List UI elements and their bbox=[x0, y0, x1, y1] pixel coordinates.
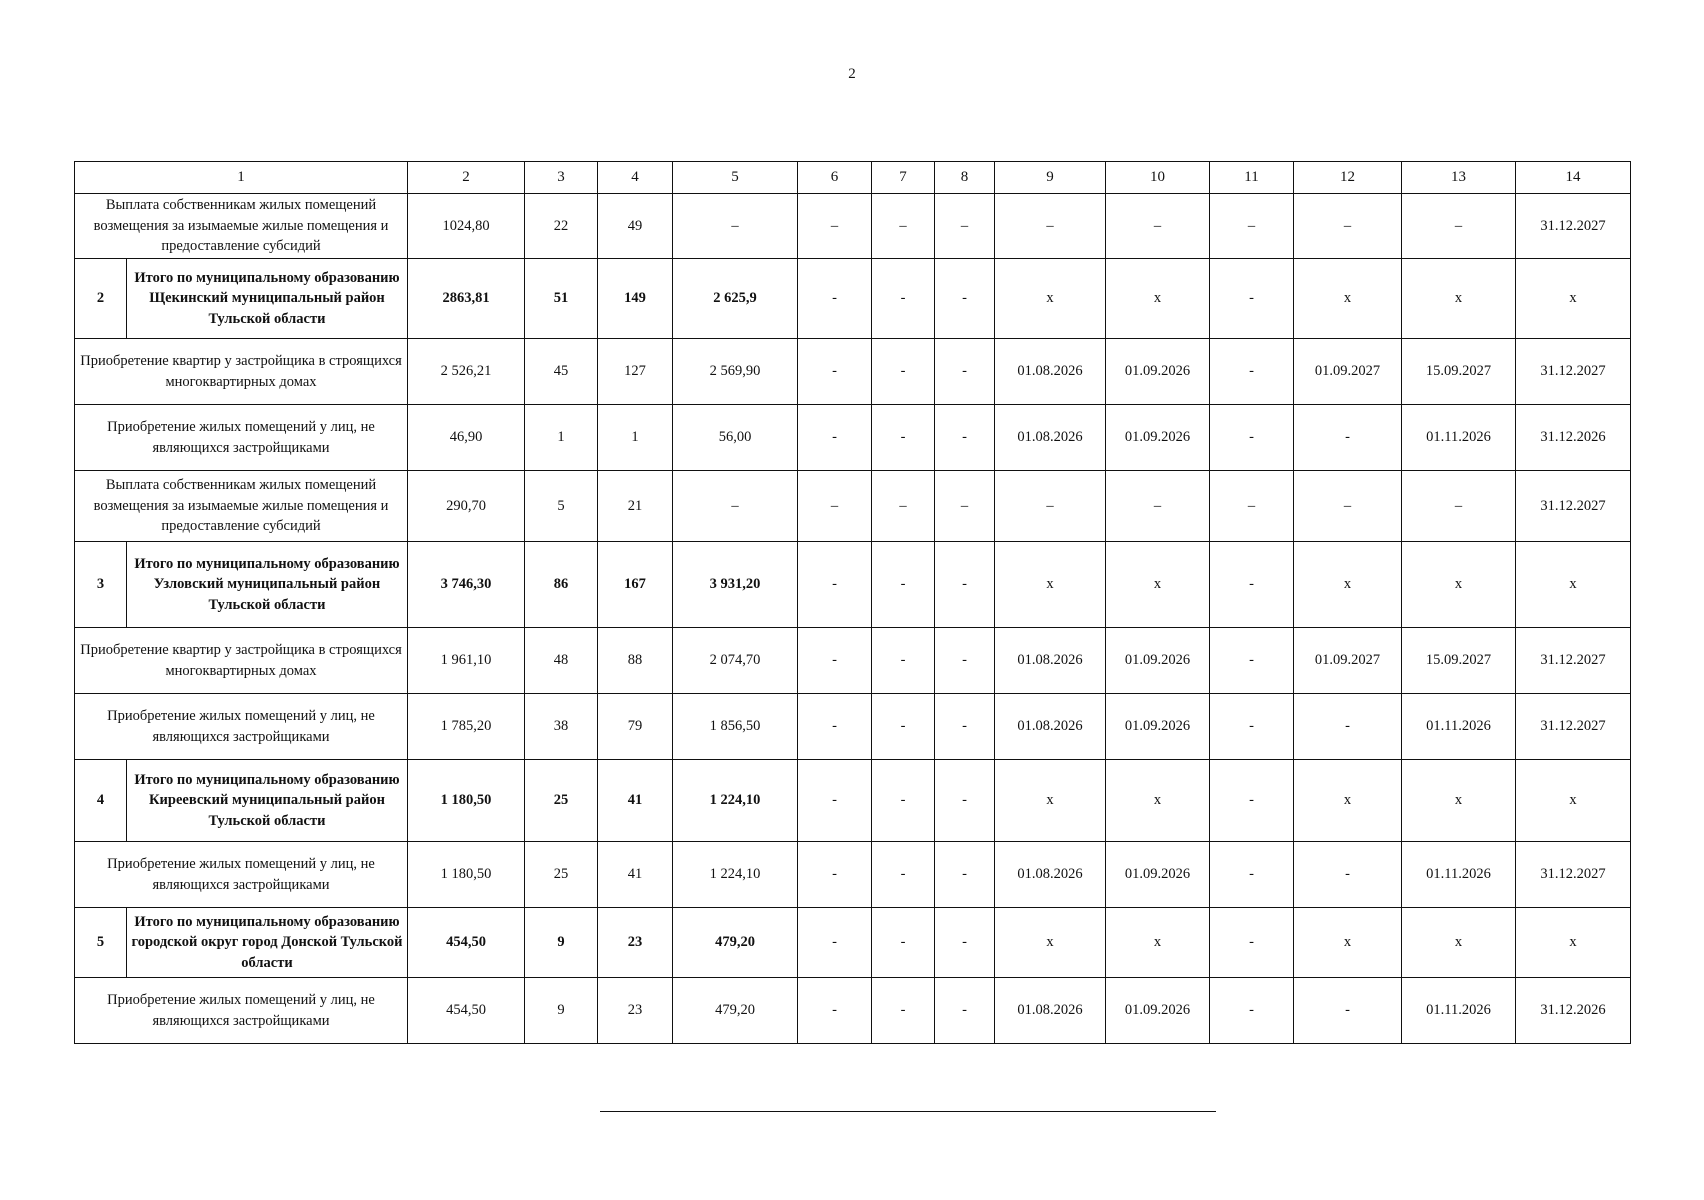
header-row bbox=[75, 162, 1631, 194]
value-cell: 2 569,90 bbox=[673, 339, 798, 405]
total-row bbox=[75, 259, 1631, 339]
value-cell: 01.08.2026 bbox=[995, 339, 1106, 405]
value-cell: 01.09.2026 bbox=[1106, 694, 1210, 760]
value-cell: 31.12.2027 bbox=[1516, 471, 1631, 542]
value-cell: – bbox=[872, 194, 935, 259]
value-cell: – bbox=[1106, 194, 1210, 259]
value-cell: - bbox=[935, 908, 995, 978]
value-cell: 31.12.2026 bbox=[1516, 405, 1631, 471]
value-cell: 79 bbox=[598, 694, 673, 760]
value-cell: 31.12.2027 bbox=[1516, 339, 1631, 405]
value-cell: 25 bbox=[525, 760, 598, 842]
value-cell: - bbox=[872, 694, 935, 760]
separator-line bbox=[600, 1111, 1216, 1112]
value-cell: 1024,80 bbox=[408, 194, 525, 259]
row-number: 4 bbox=[75, 760, 127, 842]
row-label: Выплата собственникам жилых помещений возмещения за изымаемые жилые помещения и предоставление субсидий bbox=[75, 194, 408, 259]
value-cell: 1 856,50 bbox=[673, 694, 798, 760]
value-cell: 01.08.2026 bbox=[995, 978, 1106, 1044]
value-cell: - bbox=[935, 842, 995, 908]
value-cell: – bbox=[1294, 471, 1402, 542]
value-cell: 127 bbox=[598, 339, 673, 405]
value-cell: 49 bbox=[598, 194, 673, 259]
value-cell: 9 bbox=[525, 908, 598, 978]
value-cell: – bbox=[935, 194, 995, 259]
value-cell: 48 bbox=[525, 628, 598, 694]
value-cell: 22 bbox=[525, 194, 598, 259]
value-cell: – bbox=[1402, 194, 1516, 259]
value-cell: 01.09.2026 bbox=[1106, 628, 1210, 694]
value-cell: x bbox=[1106, 259, 1210, 339]
value-cell: 56,00 bbox=[673, 405, 798, 471]
row-number: 2 bbox=[75, 259, 127, 339]
value-cell: - bbox=[935, 259, 995, 339]
value-cell: 01.08.2026 bbox=[995, 842, 1106, 908]
value-cell: 1 bbox=[598, 405, 673, 471]
value-cell: 01.11.2026 bbox=[1402, 842, 1516, 908]
value-cell: 479,20 bbox=[673, 978, 798, 1044]
value-cell: – bbox=[673, 194, 798, 259]
value-cell: x bbox=[1516, 760, 1631, 842]
total-row bbox=[75, 760, 1631, 842]
value-cell: 5 bbox=[525, 471, 598, 542]
value-cell: 01.09.2026 bbox=[1106, 339, 1210, 405]
value-cell: 86 bbox=[525, 542, 598, 628]
value-cell: 25 bbox=[525, 842, 598, 908]
value-cell: - bbox=[1294, 978, 1402, 1044]
value-cell: x bbox=[1516, 542, 1631, 628]
value-cell: - bbox=[798, 842, 872, 908]
column-header: 12 bbox=[1294, 162, 1402, 194]
column-header: 7 bbox=[872, 162, 935, 194]
value-cell: 290,70 bbox=[408, 471, 525, 542]
value-cell: 51 bbox=[525, 259, 598, 339]
value-cell: 167 bbox=[598, 542, 673, 628]
value-cell: 31.12.2027 bbox=[1516, 628, 1631, 694]
value-cell: - bbox=[872, 405, 935, 471]
value-cell: 38 bbox=[525, 694, 598, 760]
value-cell: – bbox=[1294, 194, 1402, 259]
value-cell: 31.12.2027 bbox=[1516, 842, 1631, 908]
column-header: 6 bbox=[798, 162, 872, 194]
value-cell: 23 bbox=[598, 908, 673, 978]
value-cell: 1 224,10 bbox=[673, 760, 798, 842]
value-cell: 1 bbox=[525, 405, 598, 471]
value-cell: x bbox=[1516, 259, 1631, 339]
row-label: Итого по муниципальному образованию Узловский муниципальный район Тульской области bbox=[127, 542, 408, 628]
value-cell: 3 746,30 bbox=[408, 542, 525, 628]
column-header: 11 bbox=[1210, 162, 1294, 194]
value-cell: - bbox=[872, 908, 935, 978]
value-cell: 454,50 bbox=[408, 908, 525, 978]
value-cell: - bbox=[935, 760, 995, 842]
value-cell: x bbox=[1402, 259, 1516, 339]
value-cell: x bbox=[995, 908, 1106, 978]
item-row bbox=[75, 471, 1631, 542]
value-cell: 3 931,20 bbox=[673, 542, 798, 628]
item-row bbox=[75, 339, 1631, 405]
value-cell: - bbox=[1210, 542, 1294, 628]
value-cell: 41 bbox=[598, 842, 673, 908]
value-cell: 41 bbox=[598, 760, 673, 842]
row-label: Приобретение квартир у застройщика в строящихся многоквартирных домах bbox=[75, 339, 408, 405]
value-cell: - bbox=[935, 694, 995, 760]
row-label: Итого по муниципальному образованию городской округ город Донской Тульской области bbox=[127, 908, 408, 978]
value-cell: x bbox=[1402, 760, 1516, 842]
row-label: Приобретение жилых помещений у лиц, не являющихся застройщиками bbox=[75, 978, 408, 1044]
value-cell: 01.09.2026 bbox=[1106, 842, 1210, 908]
value-cell: 149 bbox=[598, 259, 673, 339]
value-cell: 21 bbox=[598, 471, 673, 542]
value-cell: 01.09.2027 bbox=[1294, 628, 1402, 694]
row-number: 5 bbox=[75, 908, 127, 978]
value-cell: - bbox=[872, 339, 935, 405]
value-cell: 01.11.2026 bbox=[1402, 405, 1516, 471]
value-cell: 2 526,21 bbox=[408, 339, 525, 405]
value-cell: - bbox=[872, 978, 935, 1044]
value-cell: - bbox=[798, 694, 872, 760]
value-cell: – bbox=[798, 194, 872, 259]
value-cell: - bbox=[872, 842, 935, 908]
value-cell: - bbox=[935, 978, 995, 1044]
value-cell: - bbox=[1210, 339, 1294, 405]
value-cell: - bbox=[798, 542, 872, 628]
column-header: 2 bbox=[408, 162, 525, 194]
value-cell: - bbox=[1294, 694, 1402, 760]
value-cell: 46,90 bbox=[408, 405, 525, 471]
value-cell: - bbox=[1210, 978, 1294, 1044]
value-cell: 1 224,10 bbox=[673, 842, 798, 908]
value-cell: – bbox=[1402, 471, 1516, 542]
value-cell: - bbox=[935, 405, 995, 471]
value-cell: 2863,81 bbox=[408, 259, 525, 339]
row-label: Итого по муниципальному образованию Киреевский муниципальный район Тульской области bbox=[127, 760, 408, 842]
value-cell: - bbox=[1210, 628, 1294, 694]
value-cell: 45 bbox=[525, 339, 598, 405]
value-cell: 1 180,50 bbox=[408, 760, 525, 842]
value-cell: – bbox=[995, 194, 1106, 259]
value-cell: - bbox=[798, 259, 872, 339]
value-cell: - bbox=[1210, 908, 1294, 978]
value-cell: x bbox=[1402, 908, 1516, 978]
value-cell: x bbox=[1516, 908, 1631, 978]
value-cell: - bbox=[798, 628, 872, 694]
value-cell: x bbox=[995, 542, 1106, 628]
value-cell: - bbox=[1210, 694, 1294, 760]
value-cell: - bbox=[1210, 842, 1294, 908]
value-cell: x bbox=[995, 259, 1106, 339]
value-cell: - bbox=[872, 760, 935, 842]
value-cell: 01.08.2026 bbox=[995, 694, 1106, 760]
value-cell: – bbox=[673, 471, 798, 542]
total-row bbox=[75, 908, 1631, 978]
value-cell: – bbox=[1210, 471, 1294, 542]
row-label: Приобретение квартир у застройщика в строящихся многоквартирных домах bbox=[75, 628, 408, 694]
value-cell: - bbox=[935, 628, 995, 694]
column-header: 1 bbox=[75, 162, 408, 194]
value-cell: - bbox=[798, 978, 872, 1044]
value-cell: – bbox=[935, 471, 995, 542]
value-cell: x bbox=[1294, 542, 1402, 628]
row-label: Итого по муниципальному образованию Щекинский муниципальный район Тульской области bbox=[127, 259, 408, 339]
value-cell: x bbox=[1294, 259, 1402, 339]
value-cell: - bbox=[798, 760, 872, 842]
row-number: 3 bbox=[75, 542, 127, 628]
value-cell: - bbox=[1294, 842, 1402, 908]
value-cell: 01.09.2026 bbox=[1106, 405, 1210, 471]
value-cell: - bbox=[935, 339, 995, 405]
value-cell: – bbox=[872, 471, 935, 542]
value-cell: 31.12.2026 bbox=[1516, 978, 1631, 1044]
value-cell: – bbox=[798, 471, 872, 542]
value-cell: - bbox=[798, 339, 872, 405]
value-cell: x bbox=[1294, 760, 1402, 842]
column-header: 8 bbox=[935, 162, 995, 194]
value-cell: x bbox=[1402, 542, 1516, 628]
value-cell: - bbox=[798, 405, 872, 471]
item-row bbox=[75, 194, 1631, 259]
column-header: 3 bbox=[525, 162, 598, 194]
value-cell: 23 bbox=[598, 978, 673, 1044]
page-number: 2 bbox=[848, 66, 856, 82]
value-cell: - bbox=[872, 259, 935, 339]
row-label: Приобретение жилых помещений у лиц, не являющихся застройщиками bbox=[75, 694, 408, 760]
value-cell: - bbox=[1210, 405, 1294, 471]
value-cell: - bbox=[872, 542, 935, 628]
value-cell: - bbox=[798, 908, 872, 978]
data-table bbox=[74, 161, 1631, 1044]
value-cell: 31.12.2027 bbox=[1516, 694, 1631, 760]
item-row bbox=[75, 978, 1631, 1044]
column-header: 13 bbox=[1402, 162, 1516, 194]
value-cell: 01.11.2026 bbox=[1402, 978, 1516, 1044]
item-row bbox=[75, 405, 1631, 471]
value-cell: – bbox=[995, 471, 1106, 542]
value-cell: 1 961,10 bbox=[408, 628, 525, 694]
item-row bbox=[75, 628, 1631, 694]
value-cell: - bbox=[1210, 760, 1294, 842]
value-cell: 1 180,50 bbox=[408, 842, 525, 908]
value-cell: 31.12.2027 bbox=[1516, 194, 1631, 259]
value-cell: 454,50 bbox=[408, 978, 525, 1044]
column-header: 4 bbox=[598, 162, 673, 194]
value-cell: 2 074,70 bbox=[673, 628, 798, 694]
item-row bbox=[75, 842, 1631, 908]
value-cell: 479,20 bbox=[673, 908, 798, 978]
value-cell: 01.09.2026 bbox=[1106, 978, 1210, 1044]
value-cell: - bbox=[872, 628, 935, 694]
value-cell: 15.09.2027 bbox=[1402, 628, 1516, 694]
column-header: 14 bbox=[1516, 162, 1631, 194]
column-header: 5 bbox=[673, 162, 798, 194]
value-cell: 01.09.2027 bbox=[1294, 339, 1402, 405]
value-cell: 2 625,9 bbox=[673, 259, 798, 339]
value-cell: - bbox=[1294, 405, 1402, 471]
value-cell: - bbox=[1210, 259, 1294, 339]
value-cell: x bbox=[1294, 908, 1402, 978]
value-cell: 1 785,20 bbox=[408, 694, 525, 760]
item-row bbox=[75, 694, 1631, 760]
value-cell: – bbox=[1210, 194, 1294, 259]
value-cell: 01.08.2026 bbox=[995, 405, 1106, 471]
value-cell: 01.08.2026 bbox=[995, 628, 1106, 694]
column-header: 9 bbox=[995, 162, 1106, 194]
row-label: Выплата собственникам жилых помещений возмещения за изымаемые жилые помещения и предоставление субсидий bbox=[75, 471, 408, 542]
value-cell: 88 bbox=[598, 628, 673, 694]
value-cell: x bbox=[1106, 760, 1210, 842]
column-header: 10 bbox=[1106, 162, 1210, 194]
value-cell: x bbox=[995, 760, 1106, 842]
value-cell: x bbox=[1106, 542, 1210, 628]
value-cell: 15.09.2027 bbox=[1402, 339, 1516, 405]
value-cell: - bbox=[935, 542, 995, 628]
value-cell: – bbox=[1106, 471, 1210, 542]
value-cell: x bbox=[1106, 908, 1210, 978]
value-cell: 01.11.2026 bbox=[1402, 694, 1516, 760]
total-row bbox=[75, 542, 1631, 628]
row-label: Приобретение жилых помещений у лиц, не являющихся застройщиками bbox=[75, 405, 408, 471]
row-label: Приобретение жилых помещений у лиц, не являющихся застройщиками bbox=[75, 842, 408, 908]
value-cell: 9 bbox=[525, 978, 598, 1044]
